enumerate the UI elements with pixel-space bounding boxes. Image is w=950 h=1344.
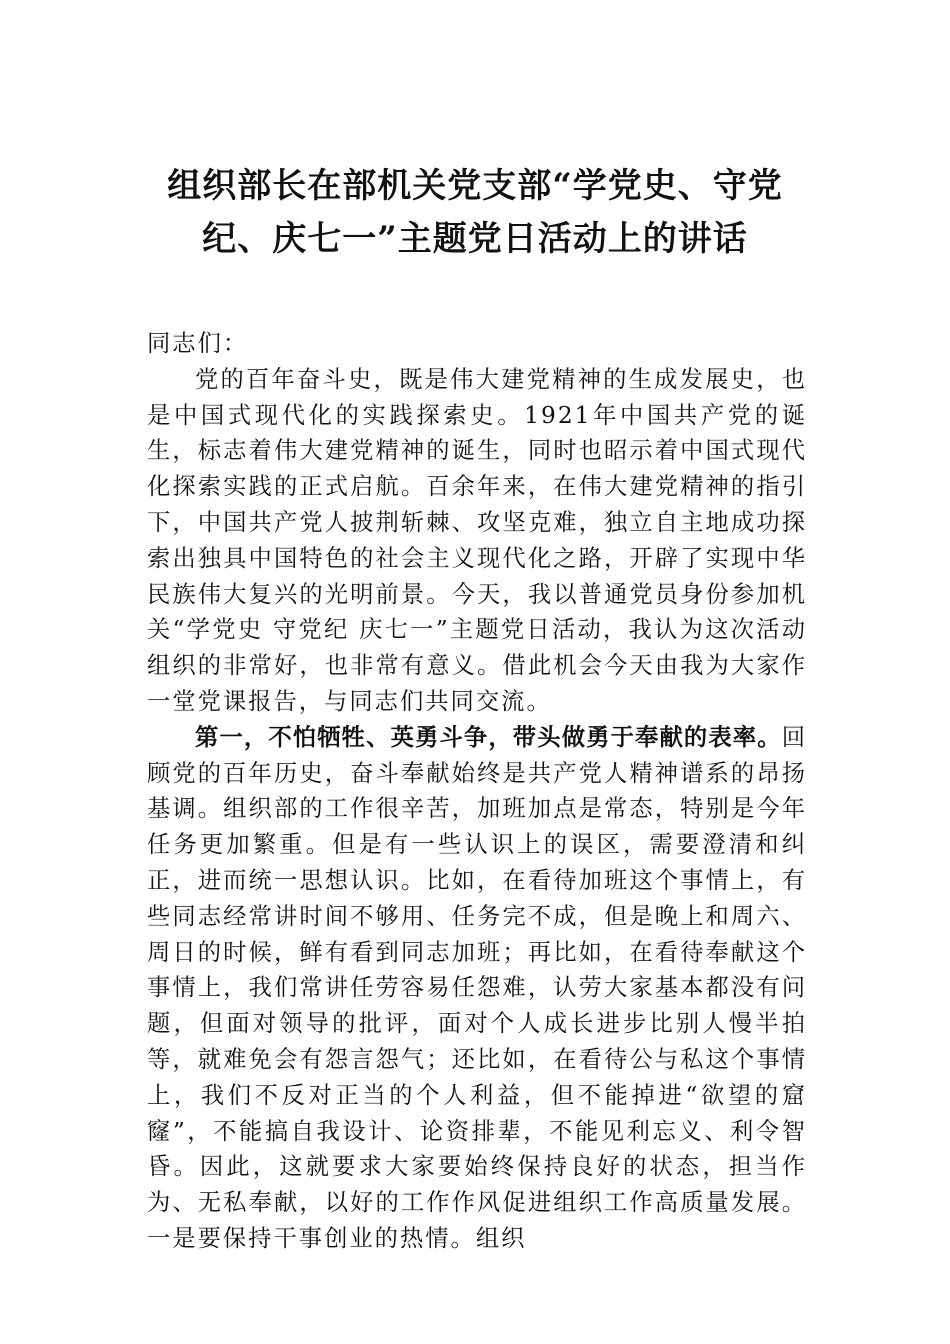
paragraph-intro: 党的百年奋斗史，既是伟大建党精神的生成发展史，也是中国式现代化的实践探索史。1921年中国共产党的诞生，标志着伟大建党精神的诞生，同时也昭示着中国式现代化探索实践的正式启航。百余年来，在伟大建党精神的指引下，中国共产党人披荆斩棘、攻坚克难，独立自主地成功探索出独具中国特色的社会主义现代化之路，开辟了实现中华民族伟大复兴的光明前景。今天，我以普通党员身份参加机关“学党史 守党纪 庆七一”主题党日活动，我认为这次活动组织的非常好，也非常有意义。借此机会今天由我为大家作一堂党课报告，与同志们共同交流。	[147, 365, 807, 715]
section1-heading: 第一，不怕牺牲、英勇斗争，带头做勇于奉献的表率。	[195, 723, 782, 751]
salutation: 同志们：	[147, 330, 249, 357]
paragraph-section1	[147, 720, 807, 1257]
section1-body: 回顾党的百年历史，奋斗奉献始终是共产党人精神谱系的昂扬基调。组织部的工作很辛苦，加班加点是常态，特别是今年任务更加繁重。但是有一些认识上的误区，需要澄清和纠正，进而统一思想认识。比如，在看待加班这个事情上，有些同志经常讲时间不够用、任务完不成，但是晚上和周六、周日的时候，鲜有看到同志加班；再比如，在看待奉献这个事情上，我们常讲任劳容易任怨难，认劳大家基本都没有问题，但面对领导的批评，面对个人成长进步比别人慢半拍等，就难免会有怨言怨气；还比如，在看待公与私这个事情上，我们不反对正当的个人利益，但不能掉进“欲望的窟窿”，不能搞自我设计、论资排辈，不能见利忘义、利令智昏。因此，这就要求大家要始终保持良好的状态，担当作为、无私奉献，以好的工作作风促进组织工作高质量发展。一是要保持干事创业的热情。组织	[147, 723, 807, 1252]
document-body	[147, 326, 807, 1257]
document-title-line1: 组织部长在部机关党支部“学党史、守党	[167, 166, 783, 206]
document-title-line2: 纪、庆七一”主题党日活动上的讲话	[202, 219, 748, 259]
